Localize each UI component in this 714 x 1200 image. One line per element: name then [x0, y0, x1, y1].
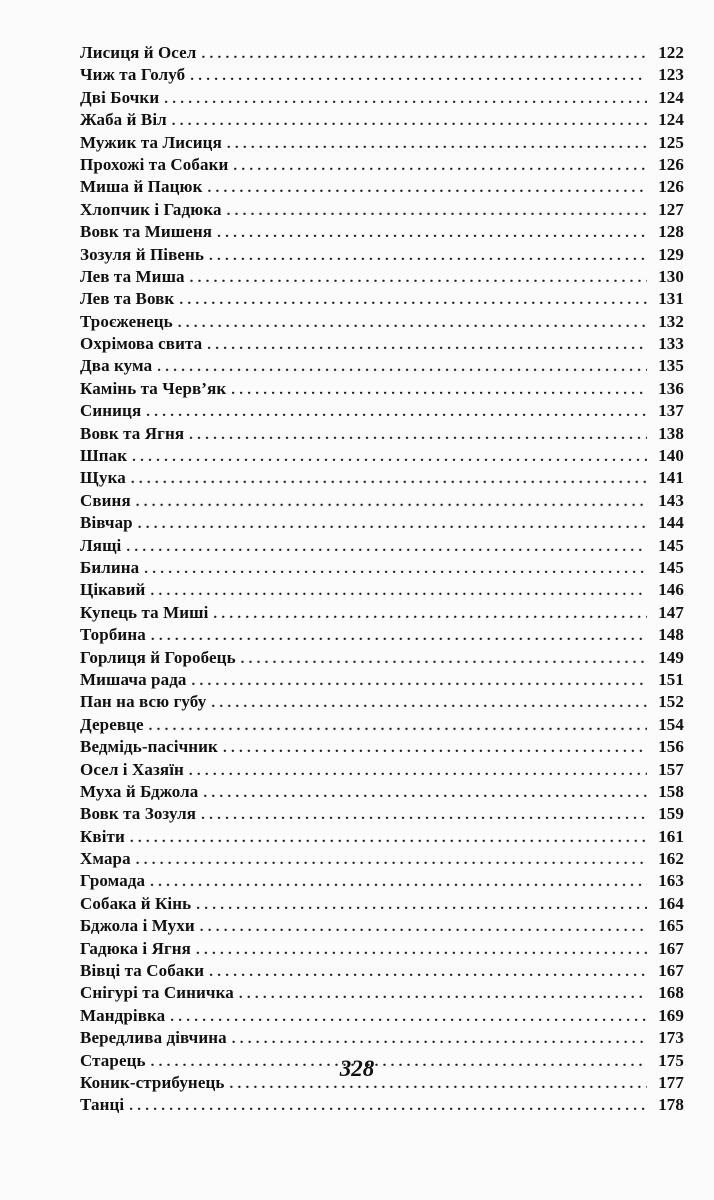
toc-entry-page: 145 [658, 557, 684, 577]
toc-entry [80, 781, 684, 803]
dot-leader [213, 603, 647, 625]
dot-leader [164, 88, 647, 110]
toc-entry [80, 602, 684, 624]
toc-entry [80, 176, 684, 198]
toc-entry [80, 467, 684, 489]
toc-entry [80, 736, 684, 758]
toc-entry-page: 128 [658, 222, 684, 242]
dot-leader [150, 871, 647, 893]
toc-entry-page: 175 [658, 1050, 684, 1070]
toc-entry-title: Чиж та Голуб [80, 65, 186, 85]
toc-entry-title: Камінь та Черв’як [80, 378, 227, 398]
toc-entry [80, 624, 684, 646]
toc-entry [80, 87, 684, 109]
toc-entry-title: Прохожі та Собаки [80, 154, 229, 174]
toc-entry-title: Свиня [80, 490, 131, 510]
toc-entry-title: Жаба й Віл [80, 110, 167, 130]
dot-leader [211, 692, 647, 714]
toc-entry-title: Бджола і Мухи [80, 916, 195, 936]
dot-leader [189, 760, 647, 782]
toc-entry-title: Мандрівка [80, 1005, 166, 1025]
toc-entry [80, 400, 684, 422]
toc-entry-title: Собака й Кінь [80, 893, 192, 913]
toc-entry [80, 288, 684, 310]
toc-entry-page: 132 [658, 311, 684, 331]
toc-entry-page: 145 [658, 535, 684, 555]
toc-entry-page: 156 [658, 737, 684, 757]
toc-entry [80, 960, 684, 982]
toc-entry-page: 126 [658, 177, 684, 197]
toc-entry-title: Громада [80, 871, 146, 891]
dot-leader [132, 446, 647, 468]
toc-entry [80, 221, 684, 243]
dot-leader [196, 894, 647, 916]
toc-entry-page: 173 [658, 1028, 684, 1048]
dot-leader [200, 916, 647, 938]
dot-leader [126, 536, 647, 558]
dot-leader [149, 715, 647, 737]
dot-leader [208, 177, 648, 199]
toc-entry-page: 135 [658, 356, 684, 376]
toc-entry [80, 691, 684, 713]
toc-entry-page: 143 [658, 490, 684, 510]
toc-entry [80, 714, 684, 736]
dot-leader [189, 424, 647, 446]
toc-entry-page: 146 [658, 580, 684, 600]
toc-entry-page: 133 [658, 334, 684, 354]
toc-entry-page: 178 [658, 1095, 684, 1115]
dot-leader [207, 334, 647, 356]
toc-entry [80, 535, 684, 557]
toc-entry-page: 169 [658, 1005, 684, 1025]
dot-leader [151, 625, 647, 647]
toc-entry [80, 266, 684, 288]
toc-entry-title: Щука [80, 468, 126, 488]
toc-entry-title: Лев та Вовк [80, 289, 175, 309]
toc-entry [80, 42, 684, 64]
toc-entry-title: Осел і Хазяїн [80, 759, 184, 779]
toc-entry-page: 152 [658, 692, 684, 712]
toc-entry [80, 893, 684, 915]
dot-leader [179, 289, 647, 311]
toc-entry-title: Лев та Миша [80, 266, 185, 286]
toc-entry-page: 157 [658, 759, 684, 779]
toc-entry-title: Вовк та Зозуля [80, 804, 197, 824]
toc-entry-title: Хлопчик і Гадюка [80, 199, 222, 219]
dot-leader [227, 133, 647, 155]
toc-entry-title: Вередлива дівчина [80, 1028, 227, 1048]
dot-leader [241, 648, 647, 670]
toc-entry-page: 130 [658, 266, 684, 286]
toc-entry-page: 149 [658, 647, 684, 667]
toc-entry [80, 1005, 684, 1027]
toc-entry [80, 333, 684, 355]
toc-entry-page: 131 [658, 289, 684, 309]
page-number: 328 [339, 1056, 375, 1081]
dot-leader [232, 1028, 647, 1050]
dot-leader [144, 558, 647, 580]
dot-leader [138, 513, 647, 535]
toc-entry-title: Два кума [80, 356, 153, 376]
toc-entry [80, 557, 684, 579]
toc-entry-page: 124 [658, 87, 684, 107]
toc-entry [80, 132, 684, 154]
toc-entry-title: Мишача рада [80, 669, 187, 689]
dot-leader [146, 401, 647, 423]
toc-entry [80, 311, 684, 333]
toc-entry-title: Синиця [80, 401, 142, 421]
toc-entry-page: 127 [658, 199, 684, 219]
toc-entry-page: 158 [658, 781, 684, 801]
toc-entry-page: 144 [658, 513, 684, 533]
toc-entry-page: 136 [658, 378, 684, 398]
toc-entry [80, 154, 684, 176]
toc-entry-page: 140 [658, 446, 684, 466]
toc-entry-page: 151 [658, 669, 684, 689]
toc-entry-title: Миша й Пацюк [80, 177, 203, 197]
dot-leader [131, 468, 647, 490]
toc-entry [80, 423, 684, 445]
dot-leader [136, 849, 647, 871]
toc-entry [80, 199, 684, 221]
toc-entry-page: 141 [658, 468, 684, 488]
toc-entry-title: Снігурі та Синичка [80, 983, 234, 1003]
toc-entry-page: 125 [658, 132, 684, 152]
toc-entry-page: 159 [658, 804, 684, 824]
toc-entry-page: 164 [658, 893, 684, 913]
toc-entry-title: Квіти [80, 826, 125, 846]
toc-entry-page: 167 [658, 961, 684, 981]
dot-leader [157, 356, 647, 378]
toc-entry-page: 122 [658, 43, 684, 62]
toc-entry [80, 759, 684, 781]
toc-entry-page: 124 [658, 110, 684, 130]
toc-entry-page: 123 [658, 65, 684, 85]
toc-entry [80, 669, 684, 691]
toc-entry-page: 147 [658, 602, 684, 622]
dot-leader [172, 110, 647, 132]
toc-entry-page: 126 [658, 154, 684, 174]
toc-entry-title: Хмара [80, 849, 131, 869]
dot-leader [227, 200, 647, 222]
toc-entry-page: 161 [658, 826, 684, 846]
dot-leader [203, 782, 647, 804]
toc-entry [80, 490, 684, 512]
toc-entry [80, 355, 684, 377]
toc-entry [80, 848, 684, 870]
dot-leader [223, 737, 647, 759]
toc-entry [80, 870, 684, 892]
toc-entry-page: 167 [658, 938, 684, 958]
toc-entry-title: Лящі [80, 535, 122, 555]
dot-leader [217, 222, 647, 244]
dot-leader [136, 491, 647, 513]
toc-entry-title: Старець [80, 1050, 146, 1070]
dot-leader [170, 1006, 647, 1028]
toc-entry [80, 1027, 684, 1049]
dot-leader [150, 580, 647, 602]
toc-entry [80, 915, 684, 937]
toc-entry-page: 138 [658, 423, 684, 443]
toc-entry-title: Вівчар [80, 513, 133, 533]
toc-entry-title: Деревце [80, 714, 144, 734]
toc-entry-title: Вовк та Мишеня [80, 222, 213, 242]
table-of-contents [80, 42, 684, 1117]
dot-leader [129, 1095, 647, 1117]
dot-leader [130, 827, 647, 849]
toc-entry-page: 154 [658, 714, 684, 734]
toc-entry-title: Пан на всю губу [80, 692, 207, 712]
dot-leader [192, 670, 647, 692]
dot-leader [209, 961, 647, 983]
dot-leader [190, 267, 647, 289]
toc-entry-page: 129 [658, 244, 684, 264]
dot-leader [239, 983, 647, 1005]
toc-entry [80, 1094, 684, 1116]
toc-entry [80, 938, 684, 960]
toc-entry-page: 162 [658, 849, 684, 869]
toc-entry-title: Гадюка і Ягня [80, 938, 191, 958]
toc-entry-title: Купець та Миші [80, 602, 209, 622]
toc-entry-title: Торбина [80, 625, 146, 645]
toc-entry-page: 177 [658, 1072, 684, 1092]
toc-entry-title: Цікавий [80, 580, 146, 600]
toc-entry-title: Зозуля й Півень [80, 244, 205, 264]
toc-entry [80, 982, 684, 1004]
toc-entry [80, 512, 684, 534]
dot-leader [201, 43, 647, 65]
toc-entry-page: 163 [658, 871, 684, 891]
toc-entry [80, 647, 684, 669]
toc-entry [80, 803, 684, 825]
toc-entry-title: Охрімова свита [80, 334, 203, 354]
toc-entry-title: Дві Бочки [80, 87, 160, 107]
toc-entry-title: Лисиця й Осел [80, 43, 197, 62]
toc-entry-page: 168 [658, 983, 684, 1003]
toc-entry-page: 137 [658, 401, 684, 421]
toc-entry [80, 445, 684, 467]
toc-entry-title: Ведмідь-пасічник [80, 737, 218, 757]
toc-entry-title: Танці [80, 1095, 125, 1115]
toc-entry [80, 378, 684, 400]
toc-entry-title: Горлиця й Горобець [80, 647, 236, 667]
toc-entry [80, 109, 684, 131]
toc-entry-title: Муха й Бджола [80, 781, 199, 801]
dot-leader [231, 379, 647, 401]
dot-leader [209, 245, 647, 267]
toc-entry [80, 244, 684, 266]
toc-entry [80, 826, 684, 848]
dot-leader [178, 312, 647, 334]
toc-entry-title: Вівці та Собаки [80, 961, 205, 981]
toc-entry-title: Вовк та Ягня [80, 423, 185, 443]
toc-entry-title: Мужик та Лисиця [80, 132, 222, 152]
toc-entry [80, 579, 684, 601]
dot-leader [201, 804, 647, 826]
toc-entry-title: Шпак [80, 446, 128, 466]
toc-entry [80, 64, 684, 86]
toc-entry-title: Билина [80, 557, 140, 577]
dot-leader [190, 65, 647, 87]
dot-leader [196, 939, 647, 961]
toc-entry-title: Коник-стрибунець [80, 1072, 225, 1092]
dot-leader [233, 155, 647, 177]
toc-entry-title: Троєженець [80, 311, 173, 331]
toc-entry-page: 148 [658, 625, 684, 645]
toc-entry-page: 165 [658, 916, 684, 936]
